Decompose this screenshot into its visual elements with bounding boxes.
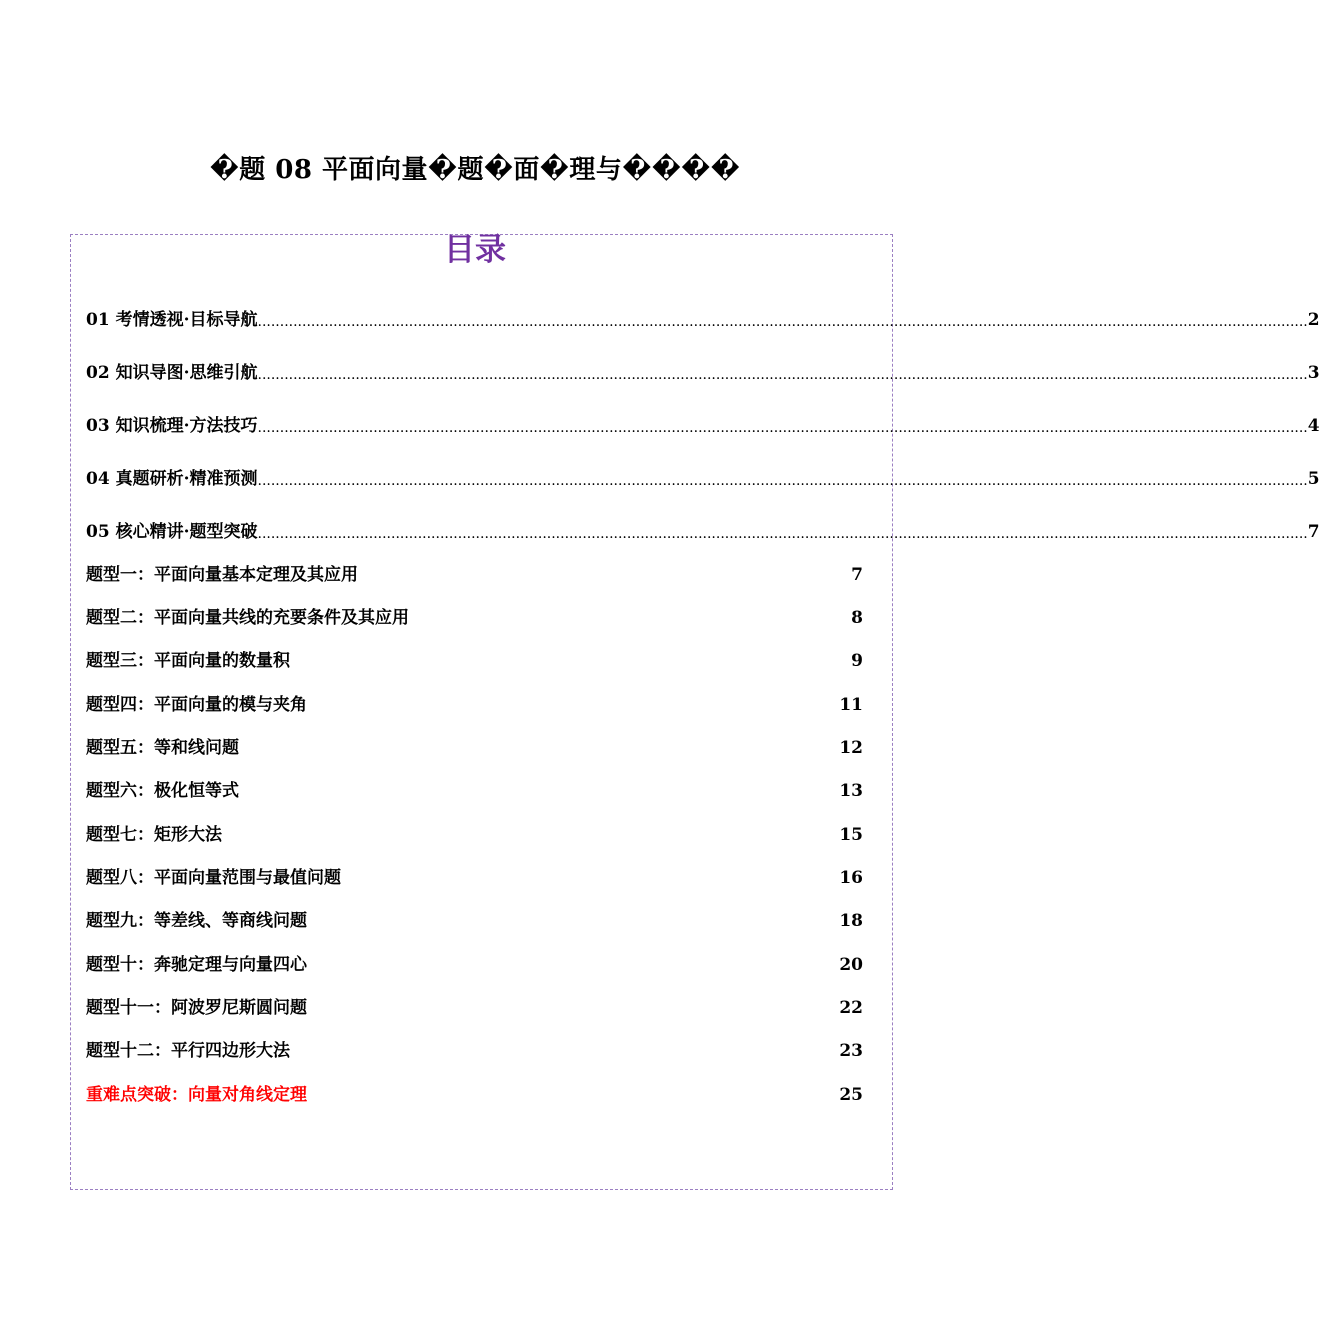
toc-type-label: 题型十二：平行四边形大法 bbox=[86, 1041, 290, 1061]
toc-page-number: 22 bbox=[839, 998, 863, 1018]
toc-page-number: 18 bbox=[839, 911, 863, 931]
toc-type-label: 题型七：矩形大法 bbox=[86, 825, 222, 845]
toc-page-number: 11 bbox=[839, 695, 863, 715]
toc-page-number: 25 bbox=[839, 1085, 863, 1105]
toc-type-label: 题型八：平面向量范围与最值问题 bbox=[86, 868, 341, 888]
toc-type-2[interactable] bbox=[86, 606, 863, 630]
toc-heading: 目录 bbox=[444, 232, 506, 268]
toc-type-label: 题型四：平面向量的模与夹角 bbox=[86, 695, 307, 715]
toc-section-5[interactable] bbox=[86, 520, 1320, 544]
dot-leader: ............................................................................................................................................................................................................................................ bbox=[257, 473, 1308, 489]
toc-type-11[interactable] bbox=[86, 996, 863, 1020]
document-title: �题 08 平面向量�题�面�理与���� bbox=[209, 155, 741, 185]
toc-page-number: 20 bbox=[839, 955, 863, 975]
toc-page-number: 12 bbox=[839, 738, 863, 758]
toc-section-label: 05 核心精讲·题型突破 bbox=[86, 522, 258, 542]
dot-leader: ............................................................................................................................................................................................................................................ bbox=[257, 367, 1308, 383]
dot-leader: ............................................................................................................................................................................................................................................ bbox=[257, 314, 1308, 330]
toc-type-9[interactable] bbox=[86, 909, 863, 933]
toc-page-number: 2 bbox=[1307, 310, 1320, 330]
toc-section-2[interactable] bbox=[86, 361, 1320, 385]
toc-type-label: 题型五：等和线问题 bbox=[86, 738, 239, 758]
toc-type-label: 题型十一：阿波罗尼斯圆问题 bbox=[86, 998, 307, 1018]
toc-type-label: 题型三：平面向量的数量积 bbox=[86, 651, 290, 671]
toc-page-number: 7 bbox=[851, 565, 863, 585]
toc-section-label: 04 真题研析·精准预测 bbox=[86, 469, 258, 489]
toc-section-label: 03 知识梳理·方法技巧 bbox=[86, 416, 258, 436]
toc-type-label: 题型二：平面向量共线的充要条件及其应用 bbox=[86, 608, 409, 628]
toc-type-label: 题型九：等差线、等商线问题 bbox=[86, 911, 307, 931]
toc-type-12[interactable] bbox=[86, 1039, 863, 1063]
toc-section-label: 01 考情透视·目标导航 bbox=[86, 310, 258, 330]
dot-leader: ............................................................................................................................................................................................................................................ bbox=[257, 420, 1308, 436]
toc-type-label: 题型十：奔驰定理与向量四心 bbox=[86, 955, 307, 975]
toc-highlight[interactable] bbox=[86, 1083, 863, 1107]
toc-type-4[interactable] bbox=[86, 693, 863, 717]
toc-type-1[interactable] bbox=[86, 563, 863, 587]
toc-page-number: 16 bbox=[839, 868, 863, 888]
toc-page-number: 15 bbox=[839, 825, 863, 845]
toc-section-label: 02 知识导图·思维引航 bbox=[86, 363, 258, 383]
toc-page-number: 23 bbox=[839, 1041, 863, 1061]
toc-section-1[interactable] bbox=[86, 308, 1320, 332]
toc-type-8[interactable] bbox=[86, 866, 863, 890]
toc-section-4[interactable] bbox=[86, 467, 1320, 491]
toc-page-number: 7 bbox=[1307, 522, 1320, 542]
toc-page-number: 5 bbox=[1307, 469, 1320, 489]
toc-page-number: 9 bbox=[851, 651, 863, 671]
toc-page-number: 4 bbox=[1307, 416, 1320, 436]
toc-type-3[interactable] bbox=[86, 649, 863, 673]
toc-type-10[interactable] bbox=[86, 953, 863, 977]
toc-page-number: 13 bbox=[839, 781, 863, 801]
toc-type-7[interactable] bbox=[86, 823, 863, 847]
toc-section-3[interactable] bbox=[86, 414, 1320, 438]
toc-highlight-label: 重难点突破：向量对角线定理 bbox=[86, 1085, 307, 1105]
toc-type-5[interactable] bbox=[86, 736, 863, 760]
toc-type-label: 题型六：极化恒等式 bbox=[86, 781, 239, 801]
toc-type-label: 题型一：平面向量基本定理及其应用 bbox=[86, 565, 358, 585]
toc-type-6[interactable] bbox=[86, 779, 863, 803]
toc-page-number: 3 bbox=[1307, 363, 1320, 383]
dot-leader: ............................................................................................................................................................................................................................................ bbox=[257, 526, 1308, 542]
toc-page-number: 8 bbox=[851, 608, 863, 628]
